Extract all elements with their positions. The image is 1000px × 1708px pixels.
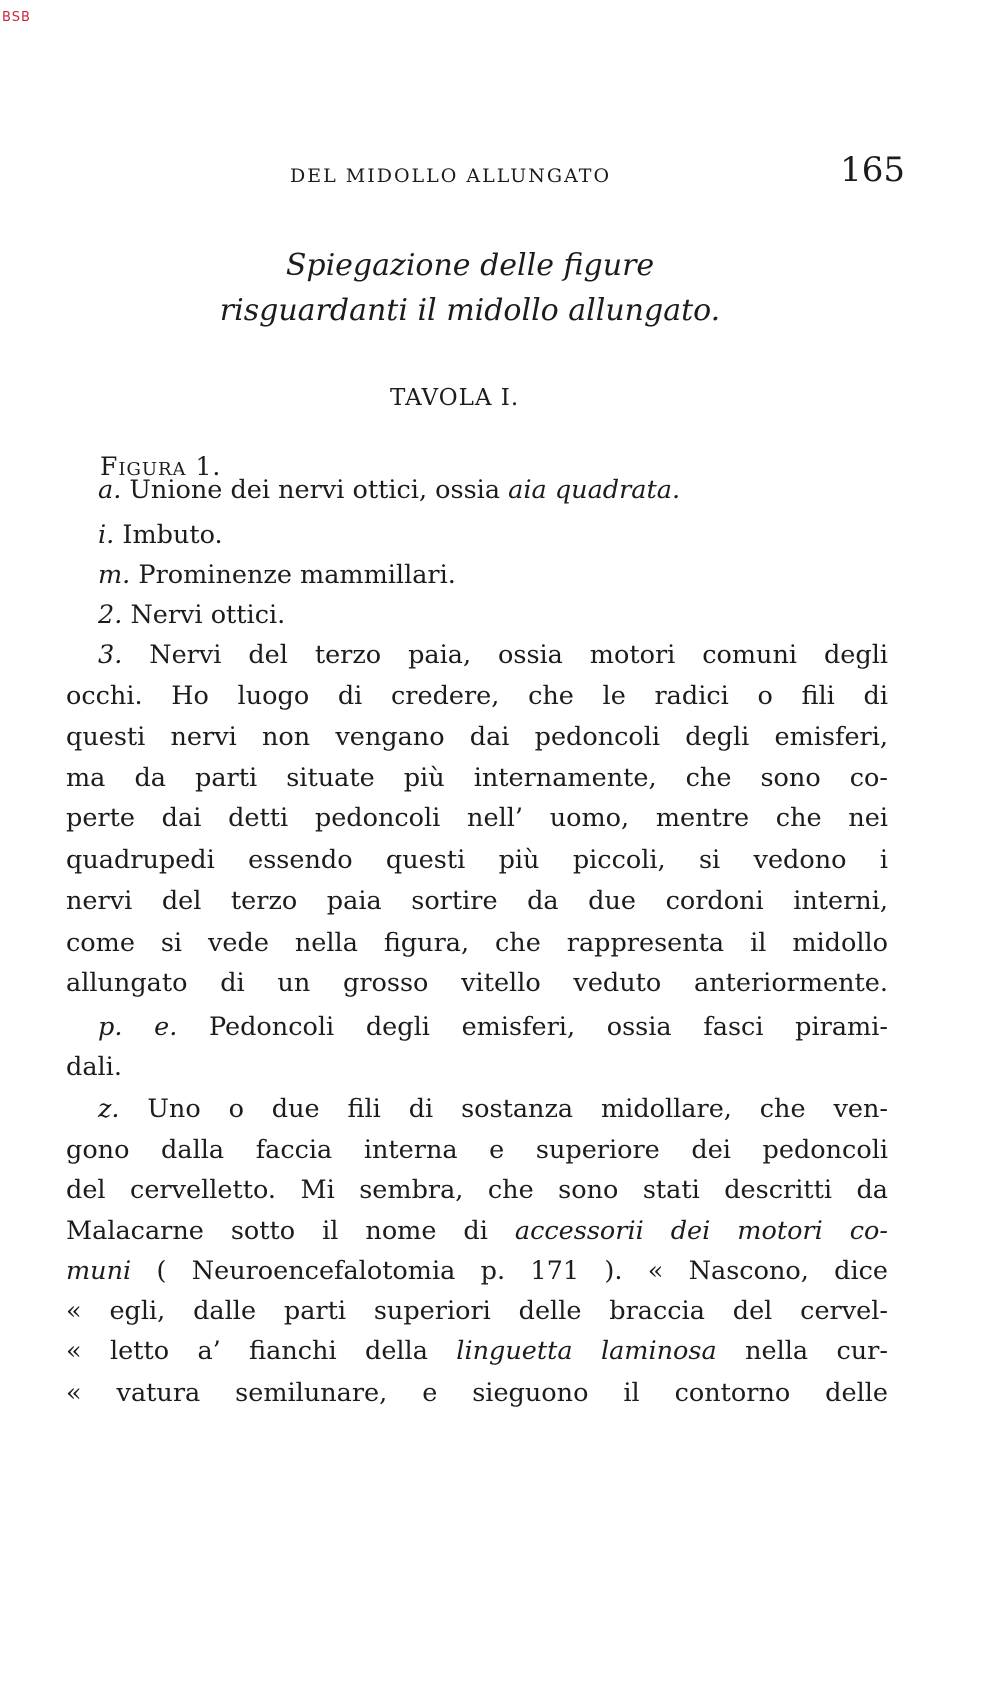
- text-line: [66, 520, 888, 550]
- text-line: [66, 560, 888, 590]
- line-text: nervi del terzo paia sortire da due cordoni interni,: [66, 886, 888, 916]
- line-text: allungato di un grosso vitello veduto anteriormente.: [66, 968, 888, 998]
- text-line: [66, 600, 888, 630]
- text-line: [66, 1216, 888, 1246]
- line-text: questi nervi non vengano dai pedoncoli degli emisferi,: [66, 722, 888, 752]
- text-line: [66, 1378, 888, 1408]
- item-marker: a.: [98, 475, 130, 505]
- text-line: [66, 1175, 888, 1205]
- page-number: 165: [840, 150, 905, 190]
- line-text: come si vede nella figura, che rappresenta il midollo: [66, 928, 888, 958]
- text-line: [66, 1256, 888, 1286]
- line-text: del cervelletto. Mi sembra, che sono stati descritti da: [66, 1175, 888, 1205]
- text-line: [66, 1296, 888, 1326]
- line-text-after: ( Neuroencefalotomia p. 171 ). « Nascono, dice: [131, 1256, 888, 1286]
- line-text: « vatura semilunare, e sieguono il contorno delle: [66, 1378, 888, 1408]
- figure-heading: Figura 1.: [100, 452, 222, 481]
- section-title-line-2: risguardanti il midollo allungato.: [219, 293, 721, 328]
- text-line: [66, 886, 888, 916]
- line-text: « letto a’ fianchi della: [66, 1336, 457, 1366]
- line-text: occhi. Ho luogo di credere, che le radici o fili di: [66, 681, 888, 711]
- library-stamp: BSB: [2, 10, 31, 25]
- line-text: gono dalla faccia interna e superiore dei pedoncoli: [66, 1135, 888, 1165]
- item-marker: p. e.: [98, 1012, 209, 1042]
- line-text: Prominenze mammillari.: [138, 560, 456, 590]
- line-text: Nervi del terzo paia, ossia motori comuni degli: [149, 640, 889, 670]
- line-text: Unione dei nervi ottici, ossia: [129, 475, 509, 505]
- line-italic-text: linguetta laminosa: [456, 1336, 717, 1366]
- plate-heading: TAVOLA I.: [390, 385, 520, 411]
- text-line: [66, 845, 888, 875]
- line-text: quadrupedi essendo questi più piccoli, si vedono i: [66, 845, 888, 875]
- line-text: Nervi ottici.: [130, 600, 286, 630]
- item-marker: m.: [98, 560, 139, 590]
- text-line: [66, 640, 888, 670]
- text-line: [66, 1336, 888, 1366]
- text-line: [66, 803, 888, 833]
- text-line: [66, 1012, 888, 1042]
- text-line: [66, 1135, 888, 1165]
- line-text: ma da parti situate più internamente, che sono co-: [66, 763, 888, 793]
- item-marker: 3.: [98, 640, 150, 670]
- item-marker: z.: [98, 1094, 148, 1124]
- line-italic-text: aia quadrata.: [508, 475, 681, 505]
- text-line: [66, 1094, 888, 1124]
- line-text: perte dai detti pedoncoli nell’ uomo, mentre che nei: [66, 803, 888, 833]
- running-head: DEL MIDOLLO ALLUNGATO: [290, 165, 612, 187]
- line-italic-text: accessorii dei motori co-: [514, 1216, 888, 1246]
- line-text: Malacarne sotto il nome di: [66, 1216, 515, 1246]
- text-line: [66, 1052, 888, 1082]
- line-italic-text: muni: [66, 1256, 132, 1286]
- text-line: [66, 763, 888, 793]
- line-text-after: nella cur-: [716, 1336, 888, 1366]
- item-marker: 2.: [98, 600, 131, 630]
- text-line: [66, 928, 888, 958]
- text-line: [66, 681, 888, 711]
- line-text: « egli, dalle parti superiori delle braccia del cervel-: [66, 1296, 888, 1326]
- text-line: [66, 475, 888, 505]
- text-line: [66, 722, 888, 752]
- line-text: dali.: [66, 1052, 122, 1082]
- line-text: Imbuto.: [122, 520, 223, 550]
- item-marker: i.: [98, 520, 123, 550]
- line-text: Uno o due fili di sostanza midollare, che ven-: [147, 1094, 888, 1124]
- line-text: Pedoncoli degli emisferi, ossia fasci pirami-: [209, 1012, 888, 1042]
- section-title-line-1: Spiegazione delle figure: [285, 248, 655, 283]
- text-line: [66, 968, 888, 998]
